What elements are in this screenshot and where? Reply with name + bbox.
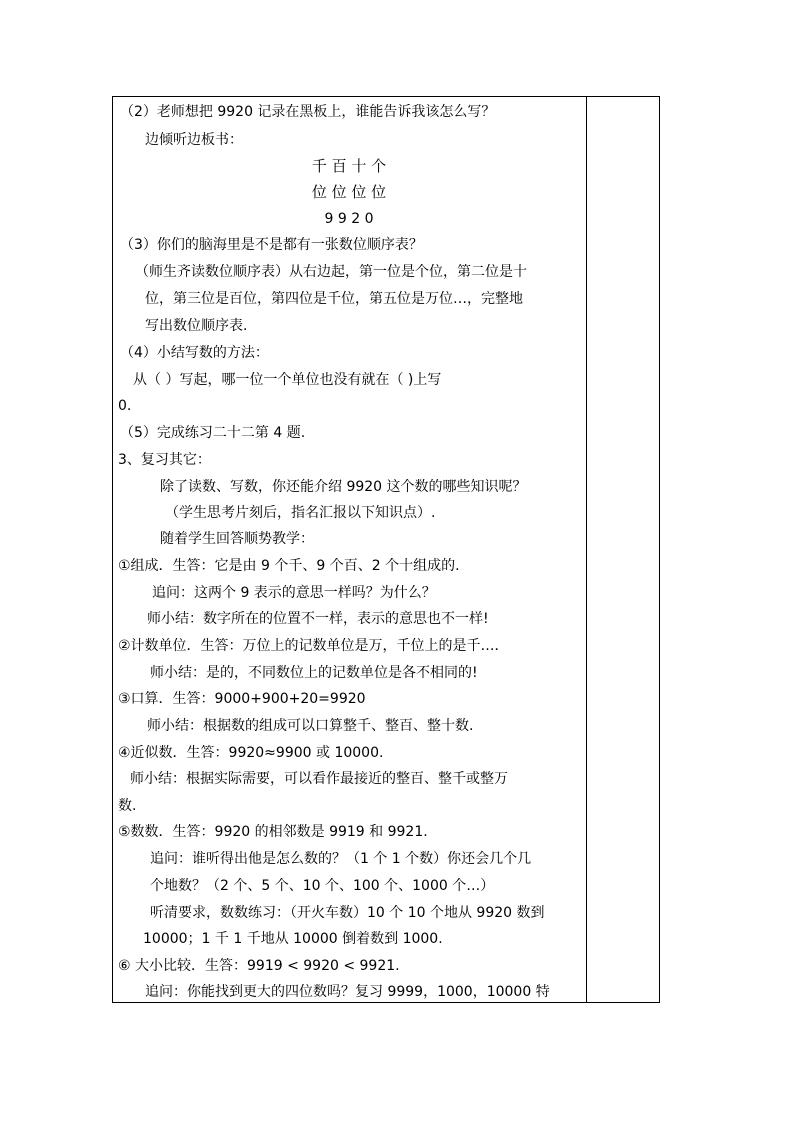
text-line: 从（ ）写起，哪一位一个单位也没有就在（ )上写 [133, 372, 442, 388]
text-line: （学生思考片刻后，指名汇报以下知识点）. [165, 505, 436, 521]
text-line: （3）你们的脑海里是不是都有一张数位顺序表？ [120, 237, 423, 253]
text-line: 师小结：根据数的组成可以口算整千、整百、整十数. [147, 718, 474, 734]
text-line: 写出数位顺序表. [145, 318, 248, 334]
text-line: 追问：你能找到更大的四位数吗？复习 9999，1000，10000 特 [145, 984, 550, 1000]
board-place-suffix: 位 位 位 位 [311, 183, 387, 201]
text-line: （2）老师想把 9920 记录在黑板上，谁能告诉我该怎么写？ [120, 104, 496, 120]
text-line: 随着学生回答顺势教学： [160, 531, 314, 547]
column-divider [586, 96, 587, 1003]
text-line: ④近似数．生答：9920≈9900 或 10000. [118, 745, 384, 761]
text-line: 个地数？（2 个、5 个、10 个、100 个、1000 个…） [150, 878, 495, 894]
text-line: 听清要求，数数练习：（开火车数）10 个 10 个地从 9920 数到 [150, 905, 545, 921]
text-line: 除了读数、写数，你还能介绍 9920 这个数的哪些知识呢？ [160, 479, 527, 495]
text-line: ①组成．生答：它是由 9 个千、9 个百、2 个十组成的. [118, 558, 460, 574]
board-digits: 9 9 2 0 [324, 211, 374, 227]
text-line: ③口算．生答：9000+900+20=9920 [118, 691, 366, 707]
text-line: 追问：这两个 9 表示的意思一样吗？为什么？ [152, 585, 436, 601]
text-line: （5）完成练习二十二第 4 题. [120, 425, 306, 441]
text-line: 边倾听边板书： [145, 132, 243, 148]
text-line: 0. [118, 398, 132, 414]
board-place-names: 千 百 十 个 [311, 157, 387, 175]
text-line: ②计数单位．生答：万位上的记数单位是万，千位上的是千…． [118, 638, 509, 654]
text-line: 10000；1 千 1 千地从 10000 倒着数到 1000. [143, 931, 443, 947]
text-line: （师生齐读数位顺序表）从右边起，第一位是个位，第二位是十 [135, 264, 527, 280]
text-line: 位，第三位是百位，第四位是千位，第五位是万位…，完整地 [145, 291, 523, 307]
text-line: 师小结：根据实际需要，可以看作最接近的整百、整千或整万 [130, 771, 508, 787]
text-line: 数. [118, 798, 137, 814]
text-line: ⑥ 大小比较．生答：9919 < 9920 < 9921. [118, 958, 400, 974]
text-line: 3、复习其它： [118, 452, 211, 468]
text-line: ⑤数数．生答：9920 的相邻数是 9919 和 9921. [118, 824, 428, 840]
text-line: 师小结：数字所在的位置不一样，表示的意思也不一样! [147, 611, 489, 627]
text-line: 追问：谁听得出他是怎么数的？（1 个 1 个数）你还会几个几 [150, 851, 532, 867]
text-line: （4）小结写数的方法： [120, 345, 269, 361]
text-line: 师小结：是的，不同数位上的记数单位是各不相同的! [150, 665, 478, 681]
